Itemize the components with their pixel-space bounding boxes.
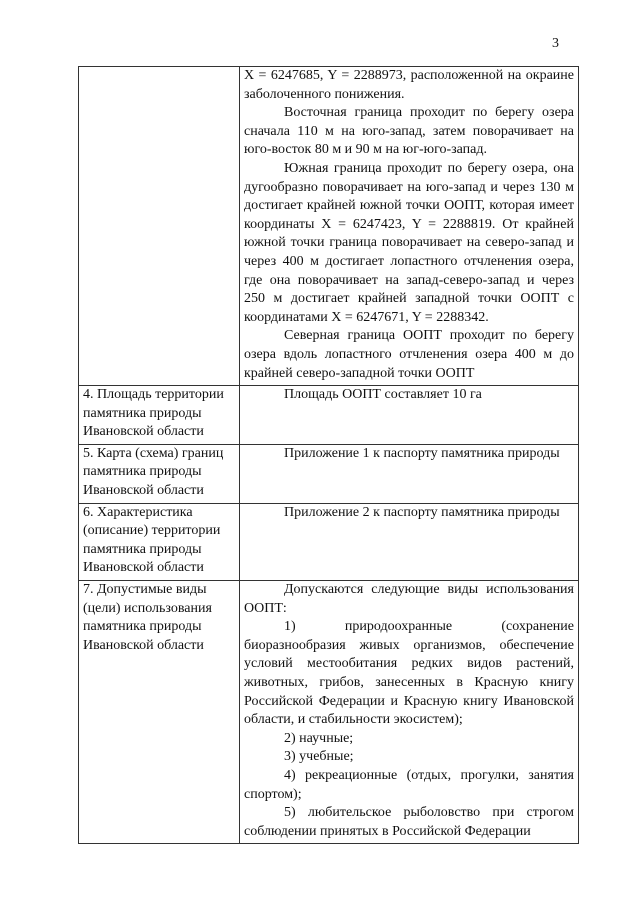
row-content xyxy=(240,386,579,445)
passport-table xyxy=(78,66,579,844)
page-number: 3 xyxy=(552,36,559,51)
paragraph: 3) учебные; xyxy=(284,749,354,765)
row-label: 6. Характеристика (описание) территории памятника природы Ивановской области xyxy=(79,503,240,580)
table-row xyxy=(79,386,579,445)
paragraph: Южная граница проходит по берегу озера, она дугообразно поворачивает на юго-запад и через 130 м достигает крайней южной точки ООПТ, которая имеет координаты X = 6247423, Y = 2288819. От крайней южной точки граница поворачивает на северо-запад и через 400 м достигает лопастного отчленения озера, где она поворачивает на запад-северо-запад и через 250 м достигает крайней западной точки ООПТ с координатами X = 6247671, Y = 2288342. xyxy=(244,160,574,325)
paragraph: X = 6247685, Y = 2288973, расположенной на окраине заболоченного понижения. xyxy=(244,68,574,102)
paragraph: Допускаются следующие виды использования ООПТ: xyxy=(244,582,574,616)
row-label: 4. Площадь территории памятника природы Ивановской области xyxy=(79,386,240,445)
paragraph: Приложение 2 к паспорту памятника природы xyxy=(284,504,560,520)
row-content xyxy=(240,67,579,386)
table-row xyxy=(79,503,579,580)
row-content xyxy=(240,444,579,503)
row-label: 7. Допустимые виды (цели) использования памятника природы Ивановской области xyxy=(79,581,240,844)
row-content xyxy=(240,503,579,580)
row-label xyxy=(79,67,240,386)
paragraph: 1) природоохранные (сохранение биоразнообразия живых организмов, обеспечение условий местообитания редких видов растений, животных, грибов, занесенных в Красную книгу Российской Федерации и Красную книгу Ивановской области, и стабильности экосистем); xyxy=(244,619,574,728)
paragraph: Восточная граница проходит по берегу озера сначала 110 м на юго-запад, затем поворачивает на юго-восток 80 м и 90 м на юг-юго-запад. xyxy=(244,105,574,158)
paragraph: Северная граница ООПТ проходит по берегу озера вдоль лопастного отчленения озера 400 м до крайней северо-западной точки ООПТ xyxy=(244,328,574,381)
table-row xyxy=(79,67,579,386)
table-row xyxy=(79,444,579,503)
paragraph: 4) рекреационные (отдых, прогулки, занятия спортом); xyxy=(244,767,574,802)
paragraph: Приложение 1 к паспорту памятника природы xyxy=(284,445,560,461)
paragraph: 5) любительское рыболовство при строгом соблюдении принятых в Российской Федерации xyxy=(244,805,574,839)
row-label: 5. Карта (схема) границ памятника природы Ивановской области xyxy=(79,444,240,503)
row-content xyxy=(240,581,579,844)
paragraph: 2) научные; xyxy=(284,730,354,746)
table-row xyxy=(79,581,579,844)
paragraph: Площадь ООПТ составляет 10 га xyxy=(284,387,482,403)
